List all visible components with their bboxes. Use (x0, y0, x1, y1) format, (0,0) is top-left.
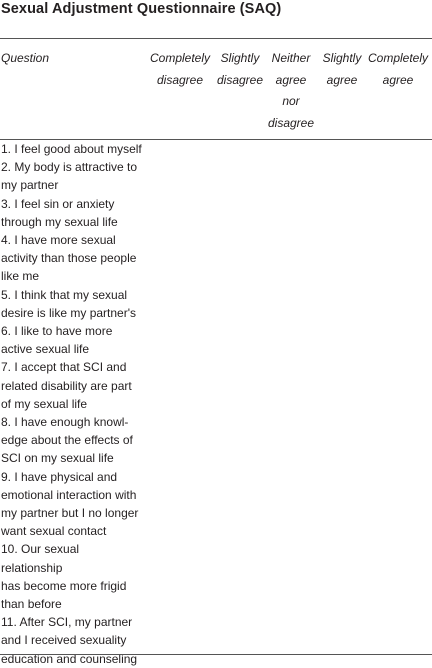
question-line: 3. I feel sin or anxiety (1, 196, 115, 211)
question-row (1, 358, 143, 413)
question-line: 7. I accept that SCI and (1, 360, 127, 375)
header-col-1 (145, 48, 215, 91)
header-col-line: agree (382, 72, 414, 87)
header-col-line: Slightly (220, 51, 260, 65)
header-col-line: Neither (271, 51, 311, 65)
question-line: of my sexual life (1, 396, 88, 411)
question-line: like me (1, 269, 40, 284)
question-line: 1. I feel good about myself (1, 142, 142, 156)
question-line: desire is like my partner's (1, 305, 136, 320)
header-col-line: disagree (156, 72, 204, 87)
header-col-line: agree (275, 72, 307, 87)
question-line: SCI on my sexual life (1, 451, 114, 466)
question-line: edge about the effects of (1, 433, 133, 448)
question-line: 9. I have physical and (1, 469, 118, 484)
question-list (1, 140, 143, 668)
question-row (1, 140, 143, 158)
header-col-line: disagree (216, 72, 264, 87)
top-rule (0, 38, 432, 39)
question-line: and I received sexuality (1, 633, 127, 648)
question-row (1, 158, 143, 194)
header-col-line: nor (282, 94, 300, 108)
question-line: 5. I think that my sexual (1, 287, 128, 302)
header-col-line: disagree (267, 115, 315, 130)
question-line: related disability are part (1, 378, 132, 393)
question-row (1, 413, 143, 468)
question-line: want sexual contact (1, 524, 107, 539)
header-col-3 (264, 48, 318, 134)
header-col-4 (318, 48, 366, 91)
question-row (1, 540, 143, 613)
question-row (1, 195, 143, 231)
question-line: my partner (1, 178, 59, 193)
question-line: 10. Our sexual relationship (1, 542, 80, 575)
question-line: 8. I have enough knowl- (1, 415, 129, 430)
question-line: 4. I have more sexual (1, 233, 116, 248)
header-col-line: Completely (149, 51, 211, 65)
question-row (1, 468, 143, 541)
question-line: active sexual life (1, 342, 90, 357)
header-col-line: agree (326, 72, 358, 87)
question-line: education and counseling (1, 651, 138, 666)
bottom-rule (0, 654, 432, 655)
question-line: emotional interaction with (1, 487, 137, 502)
question-row (1, 322, 143, 358)
question-line: 6. I like to have more (1, 324, 113, 339)
header-col-5 (366, 48, 430, 91)
header-col-line: Slightly (322, 51, 362, 65)
question-line: my partner but I no longer (1, 506, 139, 521)
table-title: Sexual Adjustment Questionnaire (SAQ) (1, 1, 282, 17)
question-line: than before (1, 597, 62, 612)
header-col-2 (214, 48, 266, 91)
question-row (1, 231, 143, 286)
header-question: Question (1, 51, 50, 65)
question-line: 11. After SCI, my partner (1, 615, 133, 630)
header-col-line: Completely (367, 51, 429, 65)
question-line: has become more frigid (1, 578, 127, 593)
question-row (1, 286, 143, 322)
question-line: 2. My body is attractive to (1, 160, 138, 175)
question-line: activity than those people (1, 251, 137, 266)
question-line: through my sexual life (1, 214, 118, 229)
